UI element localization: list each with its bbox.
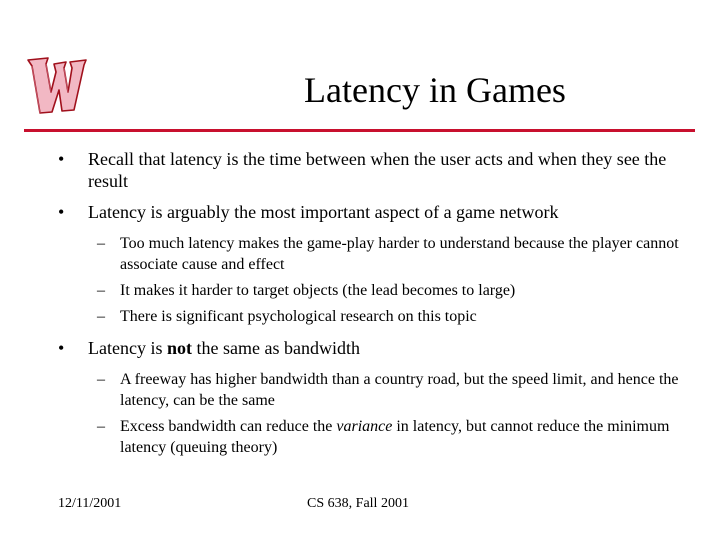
bullet-text: Recall that latency is the time between when the user acts and when they see the result bbox=[88, 149, 667, 191]
bullet-text-pre: Latency is bbox=[88, 338, 167, 358]
dash-marker: – bbox=[97, 418, 105, 435]
bullet-item bbox=[0, 337, 678, 359]
bullet-marker: • bbox=[58, 149, 65, 169]
sub-bullet-item bbox=[0, 306, 680, 327]
dash-marker: – bbox=[97, 308, 105, 325]
sub-bullet-text: A freeway has higher bandwidth than a country road, but the speed limit, and hence the latency, can be the same bbox=[120, 371, 679, 409]
slide-body bbox=[0, 148, 720, 463]
uw-motion-w-icon bbox=[22, 52, 92, 122]
bullet-marker: • bbox=[58, 338, 65, 358]
bullet-marker: • bbox=[58, 202, 65, 222]
bullet-text-post: the same as bandwidth bbox=[192, 338, 360, 358]
bullet-item bbox=[0, 148, 678, 192]
sub-bullet-text bbox=[120, 418, 669, 456]
bullet-item bbox=[0, 201, 678, 223]
bullet-text bbox=[88, 338, 360, 358]
sub-bullet-item bbox=[0, 233, 680, 275]
sub-bullet-item bbox=[0, 416, 680, 458]
bullet-text-bold: not bbox=[166, 338, 192, 358]
dash-marker: – bbox=[97, 282, 105, 299]
dash-marker: – bbox=[97, 235, 105, 252]
slide-title: Latency in Games bbox=[304, 70, 566, 110]
sub-bullet-item bbox=[0, 280, 680, 301]
sub-bullet-text: Too much latency makes the game-play harder to understand because the player cannot associate cause and effect bbox=[120, 235, 679, 273]
footer-course: CS 638, Fall 2001 bbox=[307, 496, 409, 511]
dash-marker: – bbox=[97, 371, 105, 388]
title-divider bbox=[24, 129, 695, 132]
bullet-text: Latency is arguably the most important aspect of a game network bbox=[88, 202, 559, 222]
sub-bullet-text: There is significant psychological research on this topic bbox=[120, 308, 477, 325]
sub-bullet-text-italic: variance bbox=[336, 418, 393, 435]
footer-date: 12/11/2001 bbox=[58, 496, 122, 511]
sub-bullet-item bbox=[0, 369, 680, 411]
sub-bullet-text: It makes it harder to target objects (the lead becomes to large) bbox=[120, 282, 516, 299]
sub-bullet-text-pre: Excess bandwidth can reduce the bbox=[120, 418, 337, 435]
sub-bullet-text-post: in latency, but cannot reduce the minimum latency (queuing theory) bbox=[120, 418, 670, 456]
